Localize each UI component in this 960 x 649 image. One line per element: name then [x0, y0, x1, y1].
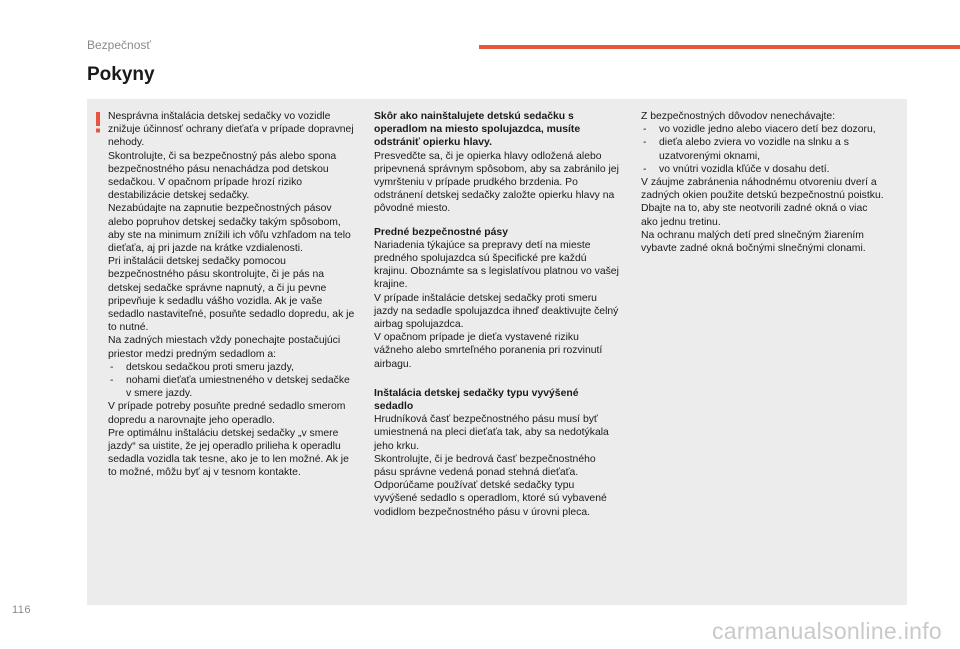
exclamation-warning-icon: [92, 110, 104, 134]
page-number: 116: [12, 604, 32, 616]
content-panel: [87, 99, 907, 605]
list-item: - detskou sedačkou proti smeru jazdy,: [108, 361, 355, 374]
paragraph: Nesprávna inštalácia detskej sedačky vo vozidle znižuje účinnosť ochrany dieťaťa v prípade dopravnej nehody.: [108, 111, 354, 149]
paragraph: V prípade potreby posuňte predné sedadlo smerom dopredu a narovnajte jeho operadlo.: [108, 401, 346, 426]
paragraph: V záujme zabránenia náhodnému otvoreniu dverí a zadných okien použite detskú bezpečnostnú poistku.: [641, 177, 884, 202]
paragraph: Presvedčte sa, či je opierka hlavy odložená alebo pripevnená správnym spôsobom, aby sa zabránilo jej vymršteniu v prípade prudkého brzdenia. Po odstránení detskej sedačky založte opierku hlavy na pôvodné miesto.: [374, 150, 619, 215]
front-seatbelts-block: [374, 226, 619, 371]
column-warning: [108, 110, 355, 480]
page-title: Pokyny: [87, 64, 155, 85]
paragraph: V prípade inštalácie detskej sedačky proti smeru jazdy na sedadle spolujazdca ihneď deaktivujte čelný airbag spolujazdca.: [374, 292, 619, 331]
list-item: - vo vozidle jedno alebo viacero detí bez dozoru,: [641, 123, 886, 136]
list-item: - dieťa alebo zviera vo vozidle na slnku a s uzatvorenými oknami,: [641, 136, 886, 162]
list: [108, 361, 355, 401]
column-seat-instructions: [374, 110, 619, 519]
watermark: carmanualsonline.info: [711, 618, 942, 644]
paragraph: Pre optimálnu inštaláciu detskej sedačky „v smere jazdy“ sa uistite, že jej operadlo prilieha k operadlu sedadla vozidla tak tesne, ako je to len možné. Ak je to možné, môžu byť aj v tesnom kontakte.: [108, 427, 349, 479]
block-heading: Inštalácia detskej sedačky typu vyvýšené sedadlo: [374, 387, 579, 413]
block-heading: Skôr ako nainštalujete detskú sedačku s operadlom na miesto spolujazdca, musíte odstrániť opierku hlavy.: [374, 111, 581, 149]
paragraph: Nariadenia týkajúce sa prepravy detí na mieste predného spolujazdca sú špecifické pre každú krajinu. Oboznámte sa s legislatívou platnou vo vašej krajine.: [374, 239, 619, 291]
booster-seat-block: [374, 387, 619, 519]
paragraph: Pri inštalácii detskej sedačky pomocou bezpečnostného pásu skontrolujte, či je pás na detskej sedačke správne napnutý, a či ju pevne pripevňuje k sedadlu vášho vozidla. Ak je vaše sedadlo nastaviteľné, posuňte sedadlo dopredu, ak je to nutné.: [108, 256, 355, 334]
paragraph: Odporúčame používať detské sedačky typu vyvýšené sedadlo s operadlom, ktoré sú vybavené vodidlom bezpečnostného pásu v úrovni pleca.: [374, 480, 607, 518]
paragraph: Na zadných miestach vždy ponechajte postačujúci priestor medzi predným sedadlom a:: [108, 335, 341, 360]
list-item: - nohami dieťaťa umiestneného v detskej sedačke v smere jazdy.: [108, 374, 355, 400]
accent-bar: [479, 45, 960, 49]
paragraph: Hrudníková časť bezpečnostného pásu musí byť umiestnená na pleci dieťaťa tak, aby sa nedotýkala jeho krku.: [374, 414, 609, 452]
paragraph: Na ochranu malých detí pred slnečným žiarením vybavte zadné okná bočnými slnečnými clonami.: [641, 229, 866, 255]
headrest-block: [374, 110, 619, 216]
paragraph: Nezabúdajte na zapnutie bezpečnostných pásov alebo popruhov detskej sedačky takým spôsobom, aby ste na minimum znížili ich vôľu vzhľadom na telo dieťaťa, aj pri jazde na krátke vzdialenosti.: [108, 203, 351, 255]
paragraph: Skontrolujte, či je bedrová časť bezpečnostného pásu správne vedená ponad stehná dieťaťa.: [374, 453, 596, 479]
paragraph: V opačnom prípade je dieťa vystavené riziku vážneho alebo smrteľného poranenia pri rozvinutí airbagu.: [374, 332, 603, 370]
list-item: - vo vnútri vozidla kľúče v dosahu detí.: [641, 163, 886, 176]
list: [641, 123, 886, 176]
paragraph: Dbajte na to, aby ste neotvorili zadné okná o viac ako jednu tretinu.: [641, 203, 868, 228]
section-label: Bezpečnosť: [87, 38, 151, 52]
column-safety-reasons: [641, 110, 886, 255]
paragraph: Z bezpečnostných dôvodov nenechávajte:: [641, 111, 836, 122]
block-heading: Predné bezpečnostné pásy: [374, 226, 508, 238]
paragraph: Skontrolujte, či sa bezpečnostný pás alebo spona bezpečnostného pásu nenachádza pod detskou sedačkou. V opačnom prípade hrozí riziko destabilizácie detskej sedačky.: [108, 150, 337, 202]
